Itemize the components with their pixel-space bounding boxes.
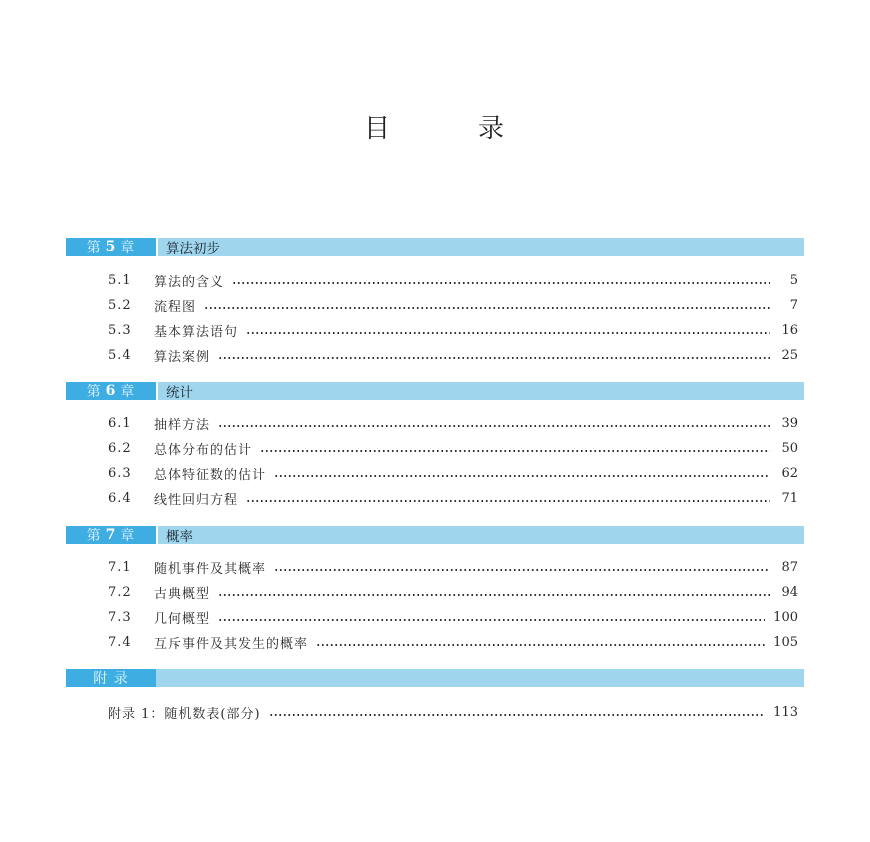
title-char-1: 目 bbox=[363, 114, 392, 144]
dot-leader bbox=[269, 714, 766, 716]
appendix-entries bbox=[108, 700, 798, 725]
chapter-tag: 第 5 章 bbox=[66, 238, 156, 256]
dot-leader bbox=[246, 500, 770, 502]
toc-entry[interactable]: 5.4 算法案例 25 bbox=[108, 348, 798, 365]
dot-leader bbox=[316, 644, 765, 646]
appendix-header bbox=[66, 669, 804, 687]
dot-leader bbox=[260, 450, 770, 452]
appendix-tag: 附 录 bbox=[66, 669, 156, 687]
toc-entry[interactable]: 5.2 流程图 7 bbox=[108, 298, 798, 315]
toc-entry[interactable]: 5.1 算法的含义 5 bbox=[108, 273, 798, 290]
chapter-7-header bbox=[66, 526, 804, 544]
toc-entry[interactable]: 7.3 几何概型 100 bbox=[108, 610, 798, 627]
toc-entry[interactable]: 6.4 线性回归方程 71 bbox=[108, 491, 798, 508]
dot-leader bbox=[218, 619, 765, 621]
chapter-6-entries bbox=[108, 411, 798, 511]
title-char-2: 录 bbox=[478, 114, 507, 144]
chapter-5-header bbox=[66, 238, 804, 256]
toc-entry[interactable]: 附录 1：随机数表(部分) 113 bbox=[108, 705, 798, 722]
dot-leader bbox=[218, 357, 770, 359]
dot-leader bbox=[274, 569, 770, 571]
chapter-tag: 第 7 章 bbox=[66, 526, 156, 544]
dot-leader bbox=[204, 307, 770, 309]
chapter-title: 算法初步 bbox=[156, 238, 220, 256]
dot-leader bbox=[246, 332, 770, 334]
dot-leader bbox=[232, 282, 770, 284]
toc-entry[interactable]: 7.2 古典概型 94 bbox=[108, 585, 798, 602]
toc-entry[interactable]: 7.1 随机事件及其概率 87 bbox=[108, 560, 798, 577]
chapter-6-header bbox=[66, 382, 804, 400]
toc-entry[interactable]: 6.1 抽样方法 39 bbox=[108, 416, 798, 433]
toc-entry[interactable]: 5.3 基本算法语句 16 bbox=[108, 323, 798, 340]
chapter-title: 统计 bbox=[156, 382, 193, 400]
chapter-5-entries bbox=[108, 268, 798, 368]
page-title bbox=[0, 108, 870, 145]
toc-entry[interactable]: 6.3 总体特征数的估计 62 bbox=[108, 466, 798, 483]
chapter-7-entries bbox=[108, 555, 798, 655]
dot-leader bbox=[274, 475, 770, 477]
chapter-tag: 第 6 章 bbox=[66, 382, 156, 400]
chapter-title: 概率 bbox=[156, 526, 193, 544]
toc-entry[interactable]: 6.2 总体分布的估计 50 bbox=[108, 441, 798, 458]
toc-entry[interactable]: 7.4 互斥事件及其发生的概率 105 bbox=[108, 635, 798, 652]
dot-leader bbox=[218, 425, 770, 427]
dot-leader bbox=[218, 594, 770, 596]
